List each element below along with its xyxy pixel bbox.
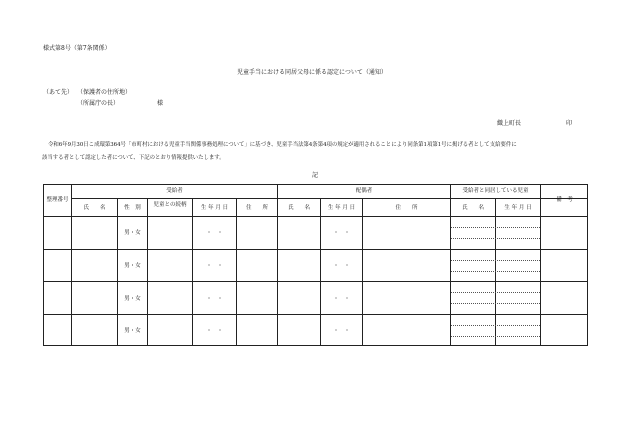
issuer-seal: 印: [566, 120, 573, 127]
header-doukyo-jido: 受給者と同居している児童: [462, 188, 529, 194]
header-zokugara: 児童との続柄: [153, 202, 187, 208]
info-table: [43, 184, 588, 346]
header-jukyusha-name: 氏 名: [83, 205, 106, 211]
document-title: 児童手当における同居父母に係る認定について（通知）: [237, 69, 387, 76]
addressee-line1: （保護者の住所地）: [77, 89, 132, 96]
row3-sex: 男・女: [124, 296, 141, 302]
row1-haiguusha-birth: ・ ・: [333, 230, 350, 236]
row1-sex: 男・女: [124, 230, 141, 236]
header-haiguusha-birth: 生 年 月 日: [327, 205, 356, 211]
header-seibetsu: 性 別: [124, 205, 141, 211]
row1-jukyusha-birth: ・ ・: [206, 230, 223, 236]
row2-haiguusha-birth: ・ ・: [333, 263, 350, 269]
row4-sex: 男・女: [124, 328, 141, 334]
header-jido-birth: 生 年 月 日: [504, 205, 532, 211]
addressee-label: （あて先）: [43, 89, 74, 96]
header-biko: 備 考: [556, 197, 573, 203]
row3-jukyusha-birth: ・ ・: [206, 296, 223, 302]
header-haiguusha-address: 住 所: [395, 205, 418, 211]
issuer-name: 織上町長: [497, 120, 522, 127]
addressee-line2: （所属庁の長）: [77, 100, 120, 107]
header-haiguusha: 配偶者: [355, 188, 373, 194]
header-haiguusha-name: 氏 名: [287, 205, 310, 211]
row2-jukyusha-birth: ・ ・: [206, 263, 223, 269]
header-jukyusha-birth: 生 年 月 日: [200, 205, 229, 211]
header-seiri-bango: 整理番号: [46, 197, 69, 203]
row2-sex: 男・女: [124, 263, 141, 269]
header-jukyusha: 受給者: [166, 188, 183, 194]
row3-haiguusha-birth: ・ ・: [333, 296, 350, 302]
body-line-2: 該当する者として認定した者について、下記のとおり情報提供いたします。: [42, 155, 225, 161]
body-text: [42, 139, 590, 165]
body-line-1: 令和6年9月30日こ成環第364号「市町村における児童手当関係事務処理について」に基づき、児童手当法第4条第4項の規定が適用されることにより同条第1項第1号に掲げる者として支給要件に: [48, 142, 517, 148]
row4-jukyusha-birth: ・ ・: [206, 328, 223, 334]
addressee-honorific: 様: [157, 100, 164, 107]
header-jido-name: 氏 名: [461, 205, 484, 211]
form-number: 様式第8号（第7条関係）: [43, 45, 111, 52]
ki-heading: 記: [312, 172, 319, 179]
row4-haiguusha-birth: ・ ・: [333, 328, 350, 334]
header-jukyusha-address: 住 所: [245, 205, 268, 211]
